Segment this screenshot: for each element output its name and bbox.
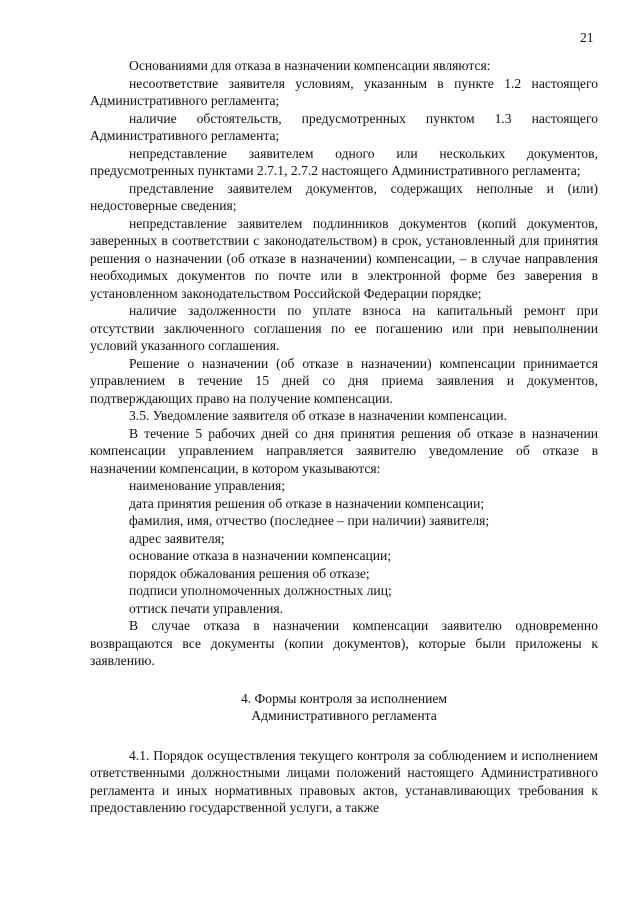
paragraph: дата принятия решения об отказе в назначении компенсации; [129,495,485,511]
paragraph: представление заявителем документов, содержащих неполные и (или) недостоверные сведения; [90,180,598,213]
paragraph: непредставление заявителем одного или нескольких документов, предусмотренных пунктами 2.7.1, 2.7.2 настоящего Административного регламента; [90,145,598,178]
paragraph: основание отказа в назначении компенсации; [129,548,392,563]
paragraph: непредставление заявителем подлинников документов (копий документов, заверенных в соответствии с законодательством) в срок, установленный для принятия решения о назначении (об отказе в назначении) компенсации, – в случае направления необходимых документов по почте или в электронной форме без заверения в установленном законодательством Российской Федерации порядке; [90,215,598,301]
paragraph: 4.1. Порядок осуществления текущего контроля за соблюдением и исполнением ответственными должностными лицами положений настоящего Административного регламента и иных нормативных правовых актов, устанавливающих требования к предоставлению государственной услуги, а также [90,747,598,815]
section-heading-line: 4. Формы контроля за исполнением [240,690,448,706]
paragraph: наличие задолженности по уплате взноса на капитальный ремонт при отсутствии заключенного соглашения по ее погашению или при невыполнении условий указанного соглашения. [90,303,598,353]
section-heading [90,690,598,725]
page-number: 21 [580,30,594,45]
paragraph: Решение о назначении (об отказе в назначении) компенсации принимается управлением в течение 15 дней со дня приема заявления и документов, подтверждающих право на получение компенсации. [90,355,598,406]
paragraph: оттиск печати управления. [129,600,284,616]
paragraph: адрес заявителя; [129,530,225,546]
paragraph: порядок обжалования решения об отказе; [129,565,370,581]
paragraph: В течение 5 рабочих дней со дня принятия решения об отказе в назначении компенсации управлением направляется заявителю уведомление об отказе в назначении компенсации, в котором указываются: [90,425,598,476]
paragraph: несоответствие заявителя условиям, указанным в пункте 1.2 настоящего Административного регламента; [90,75,598,108]
paragraph: В случае отказа в назначении компенсации заявителю одновременно возвращаются все документы (копии документов), которые были приложены к заявлению. [90,618,598,668]
paragraph: подписи уполномоченных должностных лиц; [129,583,392,598]
section-heading-line: Административного регламента [251,708,437,723]
paragraph: 3.5. Уведомление заявителя об отказе в назначении компенсации. [129,408,508,423]
paragraph: Основаниями для отказа в назначении компенсации являются: [129,58,491,73]
paragraph: наличие обстоятельств, предусмотренных пунктом 1.3 настоящего Административного регламента; [90,110,598,143]
paragraph: наименование управления; [129,478,286,493]
paragraph: фамилия, имя, отчество (последнее – при наличии) заявителя; [129,513,490,528]
document-body [90,57,598,817]
